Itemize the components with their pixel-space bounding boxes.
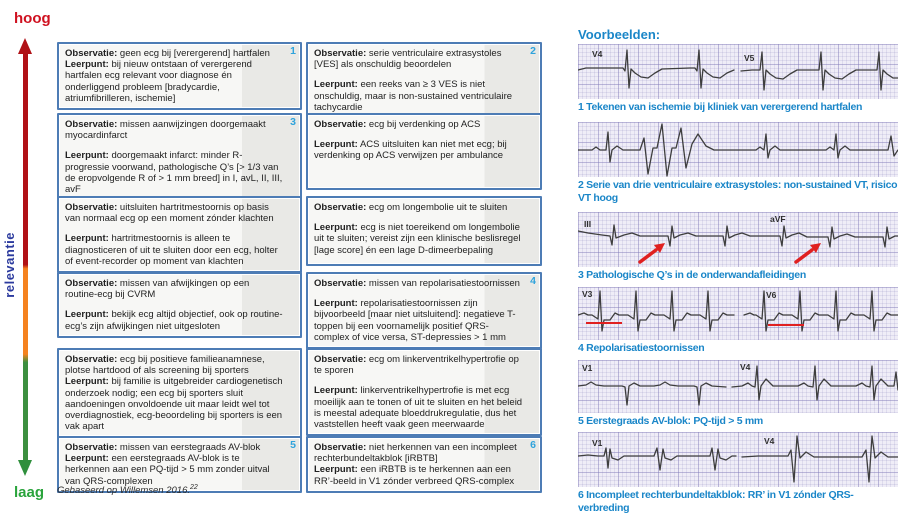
leerpunt-text: ecg is niet toereikend om longembolie uit te sluiten; vereist zijn een klinische beslisregel [lage score] én een lage D-dimeerbepaling [314,222,521,256]
leerpunt-text: ACS uitsluiten kan niet met ecg; bij verdenking op ACS verwijzen per ambulance [314,139,507,162]
leerpunt-label: Leerpunt: [65,150,109,162]
leerpunt-text: een eerstegraads AV-blok is te herkennen aan een PQ-tijd > 5 mm zonder uitval van QRS-complexen [65,453,270,487]
axis-high-label: hoog [14,10,51,27]
examples-title: Voorbeelden: [578,27,661,42]
lead-label: V4 [764,436,775,446]
observation-box-2 [306,42,542,119]
leerpunt-label: Leerpunt: [65,453,109,465]
lead-label: III [584,219,592,229]
observation-box-6 [306,436,542,493]
observatie-text: missen van repolarisatiestoornissen [368,278,520,289]
leerpunt-text: een iRBTB is te herkennen aan een RR’-beeld in V1 zónder verbreed QRS-complex [314,464,515,487]
observation-box-1 [57,42,302,110]
observatie-label: Observatie: [314,442,367,453]
observatie-label: Observatie: [314,354,367,365]
observatie-text: missen van eerstegraads AV-blok [119,442,261,453]
leerpunt-label: Leerpunt: [65,59,109,71]
ecg-waveform [578,44,898,99]
example-caption-2: 2 Serie van drie ventriculaire extrasystoles: non-sustained VT, risico VT hoog [578,179,898,204]
leerpunt-text: bij nieuw ontstaan of verergerend hartfalen ecg relevant voor diagnose én onderliggend probleem [bradycardie, atriumfibrilleren, ischemie] [65,59,252,104]
box-number-badge: 3 [290,116,296,128]
leerpunt-label: Leerpunt: [314,222,358,234]
observatie-label: Observatie: [314,202,367,213]
observation-box-sporters [57,348,302,438]
ecg-strip-5 [578,360,898,413]
ecg-waveform [578,287,898,340]
ecg-waveform [578,212,898,267]
observation-box-acs [306,113,542,190]
example-caption-6: 6 Incompleet rechterbundeltakblok: RR’ in V1 zónder QRS-verbreding [578,489,854,514]
leerpunt-text: hartritmestoornis is alleen te diagnosticeren of uit te sluiten door een ecg, holter of event-recorder op moment van klachten [65,233,278,267]
axis-low-label: laag [14,484,45,501]
leerpunt-label: Leerpunt: [314,464,358,476]
leerpunt-text: repolarisatiestoornissen zijn bijvoorbeeld [maar niet uitsluitend]: negatieve T-toppen bij een voornamelijk positief QRS-complex of vice versa, ST-depressies > 1 mm [314,298,516,343]
box-number-badge: 1 [290,45,296,57]
box-number-badge: 2 [530,45,536,57]
observatie-text: missen aanwijzingen doorgemaakt myocardinfarct [65,119,266,142]
example-caption-5: 5 Eerstegraads AV-blok: PQ-tijd > 5 mm [578,415,763,427]
leerpunt-label: Leerpunt: [314,79,358,91]
ecg-strip-1 [578,44,898,99]
axis-gradient-line [23,53,28,460]
lead-label: V3 [582,289,593,299]
box-number-badge: 6 [530,439,536,451]
observatie-text: missen van afwijkingen op een routine-ecg bij CVRM [65,278,250,301]
observation-box-rhythm [57,196,302,273]
ecg-waveform [578,122,898,177]
observatie-text: ecg bij positieve familieanamnese, plotse hartdood of als screening bij sporters [65,354,265,377]
st-depression-marker [586,322,622,324]
example-caption-1: 1 Tekenen van ischemie bij kliniek van verergerend hartfalen [578,101,863,113]
pathological-q-arrow-icon [796,243,821,262]
box-number-badge: 5 [290,439,296,451]
observatie-label: Observatie: [65,119,118,130]
ecg-strip-2 [578,122,898,177]
box-number-badge: 4 [530,275,536,287]
leerpunt-text: een reeks van ≥ 3 VES is niet onschuldig, maar is non-sustained ventriculaire tachycardie [314,79,513,113]
ecg-waveform [578,432,898,487]
source-note-reference: 22 [190,484,198,491]
lead-label: V4 [592,49,603,59]
observatie-text: ecg bij verdenking op ACS [368,119,481,130]
observatie-label: Observatie: [314,48,367,59]
leerpunt-text: doorgemaakt infarct: minder R-progressie voorwand, pathologische Q’s [> 1/3 van de eropvolgende R of > 1 mm breed] in I, avL, II, III, avF [65,150,283,196]
st-depression-marker [768,324,804,326]
lead-label: V4 [740,362,751,372]
observatie-text: geen ecg bij [verergerend] hartfalen [119,48,270,59]
lead-label: V5 [744,53,755,63]
source-note-text: Gebaseerd op Willemsen 2016. [57,485,190,497]
lead-label: V6 [766,290,777,300]
observation-box-cvrm [57,272,302,338]
leerpunt-text: linkerventrikelhypertrofie is met ecg moeilijk aan te tonen of uit te sluiten en het beleid is meestal adequate bloeddrukregulatie, dus het vaststellen heeft vaak geen meerwaarde [314,385,523,431]
ecg-strip-3 [578,212,898,267]
leerpunt-text: bij familie is uitgebreider cardiogenetisch onderzoek nodig; een ecg bij sporters sluit aandoeningen onvoldoende uit maar leidt wel tot overdiagnostiek, ecg-beoordeling bij sporters is een vak apart [65,376,283,433]
observatie-label: Observatie: [314,119,367,130]
leerpunt-label: Leerpunt: [65,376,109,388]
observation-box-longembolie [306,196,542,266]
source-note [57,484,198,496]
ecg-strip-4 [578,287,898,340]
observation-box-3 [57,113,302,201]
pathological-q-arrow-icon [640,243,665,262]
ecg-waveform [578,360,898,413]
observatie-label: Observatie: [65,48,118,59]
observatie-text: serie ventriculaire extrasystoles [VES] als onschuldig beoordelen [314,48,502,71]
leerpunt-text: bekijk ecg altijd objectief, ook op routine-ecg’s zijn afwijkingen niet uitgesloten [65,309,283,332]
axis-down-arrowhead-icon [18,460,32,476]
observatie-text: niet herkennen van een incompleet rechterbundeltakblok [iRBTB] [314,442,517,465]
leerpunt-label: Leerpunt: [314,298,358,310]
observatie-text: uitsluiten hartritmestoornis op basis van normaal ecg op een moment zónder klachten [65,202,274,225]
axis-relevance-label: relevantie [2,232,17,298]
lead-label: V1 [592,438,603,448]
example-caption-4: 4 Repolarisatiestoornissen [578,342,705,354]
lead-label: aVF [770,214,786,224]
observatie-text: ecg om linkerventrikelhypertrofie op te sporen [314,354,519,377]
observatie-label: Observatie: [65,442,118,453]
ecg-strip-6 [578,432,898,487]
lead-label: V1 [582,363,593,373]
observation-box-4 [306,272,542,349]
observatie-label: Observatie: [65,202,118,213]
leerpunt-label: Leerpunt: [314,385,358,397]
observatie-text: ecg om longembolie uit te sluiten [368,202,508,213]
axis-up-arrowhead-icon [18,38,32,54]
observation-box-lvh [306,348,542,436]
leerpunt-label: Leerpunt: [65,233,109,245]
observatie-label: Observatie: [314,278,367,289]
leerpunt-label: Leerpunt: [65,309,109,321]
example-caption-3: 3 Pathologische Q’s in de onderwandafleidingen [578,269,806,281]
leerpunt-label: Leerpunt: [314,139,358,151]
observatie-label: Observatie: [65,278,118,289]
observatie-label: Observatie: [65,354,118,365]
